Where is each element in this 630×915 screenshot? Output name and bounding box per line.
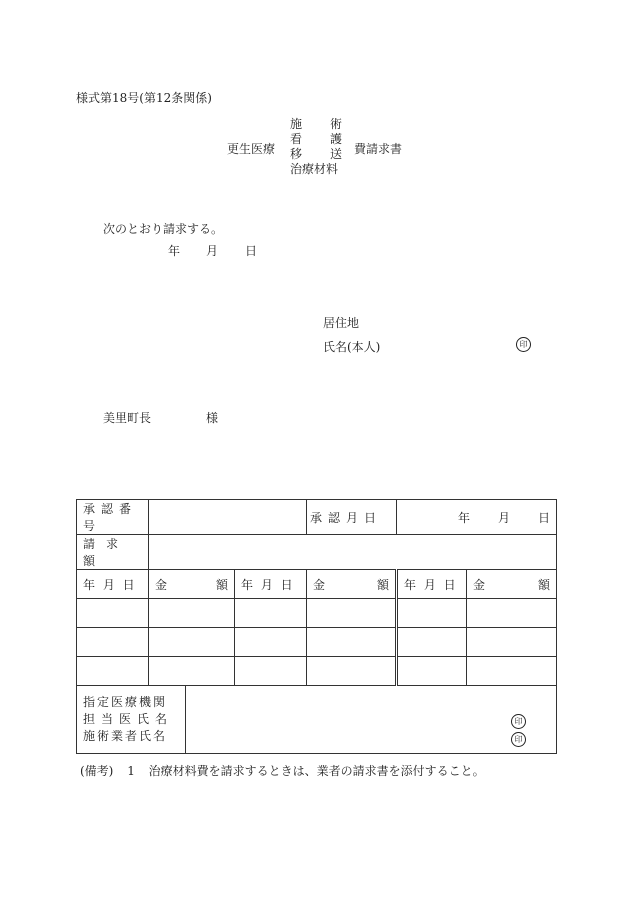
title-options xyxy=(290,117,342,177)
institution-cell xyxy=(77,686,557,754)
title-option-3: 移 送 xyxy=(290,147,342,161)
request-table xyxy=(76,499,557,754)
title-option-1: 施 術 xyxy=(290,117,342,131)
note xyxy=(80,762,485,779)
col-amount-header-1: 金 額 xyxy=(149,570,235,599)
doctor-label: 担当医氏名 xyxy=(83,712,174,726)
title-prefix: 更生医療 xyxy=(227,142,276,156)
claim-amount-label: 請求額 xyxy=(77,535,149,570)
doctor-seal-icon: 印 xyxy=(511,714,526,729)
table-row xyxy=(77,628,557,657)
title-option-4: 治療材料 xyxy=(290,162,339,176)
title-option-2: 看 護 xyxy=(290,132,342,146)
approval-date-month: 月 xyxy=(497,510,510,525)
practitioner-label: 施術業者氏名 xyxy=(83,729,168,743)
col-date-header-2: 年 月 日 xyxy=(235,570,307,599)
addressee-honorific: 様 xyxy=(206,411,219,425)
applicant-seal-icon: 印 xyxy=(516,337,531,352)
title-suffix: 費請求書 xyxy=(354,142,403,156)
note-number: 1 xyxy=(127,764,135,778)
table-row xyxy=(77,599,557,628)
table-row xyxy=(77,657,557,686)
date-year: 年 xyxy=(168,244,181,258)
approval-date-day: 日 xyxy=(538,510,551,525)
col-date-header-1: 年 月 日 xyxy=(77,570,149,599)
claim-amount-field[interactable] xyxy=(149,535,557,570)
addressee-name: 美里町長 xyxy=(103,411,152,425)
col-amount-header-3: 金 額 xyxy=(467,570,557,599)
approval-number-field[interactable] xyxy=(149,500,307,535)
column-header-row xyxy=(77,570,557,599)
institution-row xyxy=(77,686,557,754)
institution-label: 指定医療機関 xyxy=(83,695,168,709)
approval-row xyxy=(77,500,557,535)
approval-number-label: 承認番号 xyxy=(77,500,149,535)
institution-field[interactable] xyxy=(185,686,556,753)
note-label: (備考) xyxy=(80,764,114,778)
name-label: 氏名(本人) xyxy=(323,340,381,354)
note-text: 治療材料費を請求するときは、業者の請求書を添付すること。 xyxy=(148,764,485,778)
statement: 次のとおり請求する。 xyxy=(103,222,224,236)
col-amount-header-2: 金 額 xyxy=(307,570,397,599)
form-number: 様式第18号(第12条関係) xyxy=(76,91,212,105)
approval-date-label: 承認月日 xyxy=(307,500,397,535)
date-month: 月 xyxy=(206,244,219,258)
practitioner-seal-icon: 印 xyxy=(511,732,526,747)
claim-amount-row xyxy=(77,535,557,570)
address-label: 居住地 xyxy=(323,316,360,330)
col-date-header-3: 年 月 日 xyxy=(397,570,467,599)
date-day: 日 xyxy=(245,244,258,258)
approval-date-field[interactable] xyxy=(397,500,557,535)
approval-date-year: 年 xyxy=(457,510,470,525)
